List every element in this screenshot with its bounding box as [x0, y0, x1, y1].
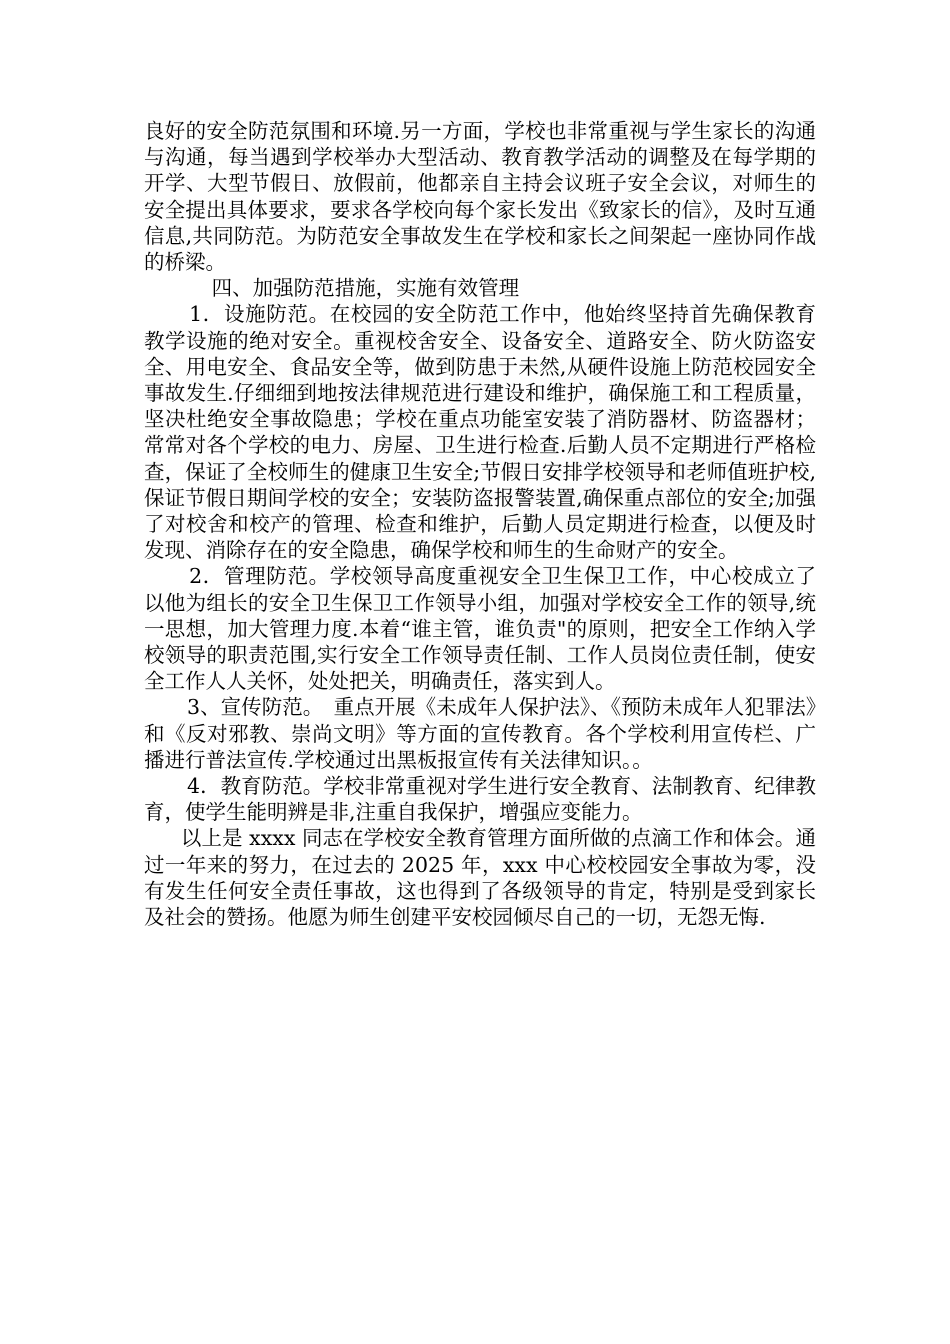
paragraph-management-prevention: 2．管理防范。学校领导高度重视安全卫生保卫工作，中心校成立了以他为组长的安全卫生保卫工作领导小组，加强对学校安全工作的领导,统一思想，加大管理力度.本着“谁主管，谁负责"的原则，把安全工作纳入学校领导的职责范围,实行安全工作领导责任制、工作人员岗位责任制，使安全工作人人关怀，处处把关，明确责任，落实到人。	[144, 564, 816, 694]
document-body	[144, 118, 816, 930]
paragraph-publicity-prevention: 3、宣传防范。 重点开展《未成年人保护法》、《预防未成年人犯罪法》和《反对邪教、崇尚文明》等方面的宣传教育。各个学校利用宣传栏、广播进行普法宣传.学校通过出黑板报宣传有关法律知识。。	[144, 695, 816, 772]
section-heading-prevention-measures: 四、加强防范措施，实施有效管理	[211, 276, 520, 301]
paragraph-conclusion: 以上是 xxxx 同志在学校安全教育管理方面所做的点滴工作和体会。通过一年来的努力，在过去的 2025 年，xxx 中心校校园安全事故为零，没有发生任何安全责任事故，这也得到了各级领导的肯定，特别是受到家长及社会的赞扬。他愿为师生创建平安校园倾尽自己的一切，无怨无悔.	[144, 826, 816, 930]
paragraph-education-prevention: 4．教育防范。学校非常重视对学生进行安全教育、法制教育、纪律教育，使学生能明辨是非,注重自我保护，增强应变能力。	[144, 774, 816, 825]
paragraph-facility-prevention: 1．设施防范。在校园的安全防范工作中，他始终坚持首先确保教育教学设施的绝对安全。重视校舍安全、设备安全、道路安全、防火防盗安全、用电安全、食品安全等，做到防患于未然,从硬件设施上防范校园安全事故发生.仔细细到地按法律规范进行建设和维护，确保施工和工程质量，坚决杜绝安全事故隐患；学校在重点功能室安装了消防器材、防盗器材；常常对各个学校的电力、房屋、卫生进行检查.后勤人员不定期进行严格检查，保证了全校师生的健康卫生安全;节假日安排学校领导和老师值班护校,保证节假日期间学校的安全；安装防盗报警装置,确保重点部位的安全;加强了对校舍和校产的管理、检查和维护，后勤人员定期进行检查，以便及时发现、消除存在的安全隐患，确保学校和师生的生命财产的安全。	[144, 302, 816, 563]
paragraph-parent-communication: 良好的安全防范氛围和环境.另一方面，学校也非常重视与学生家长的沟通与沟通，每当遇到学校举办大型活动、教育教学活动的调整及在每学期的开学、大型节假日、放假前，他都亲自主持会议班子安全会议，对师生的安全提出具体要求，要求各学校向每个家长发出《致家长的信》，及时互通信息,共同防范。为防范安全事故发生在学校和家长之间架起一座协同作战的桥梁。	[144, 119, 816, 275]
